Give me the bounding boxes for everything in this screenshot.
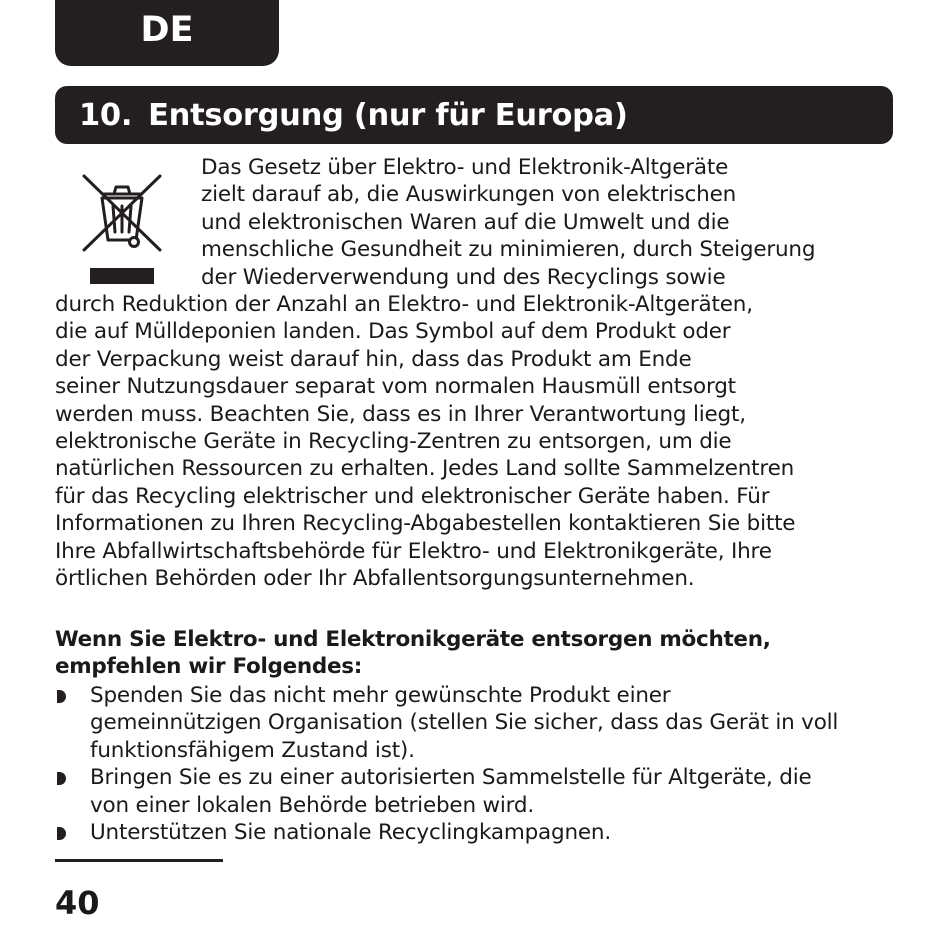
paragraph-line: der Wiederverwendung und des Recyclings sowie — [201, 264, 726, 290]
paragraph-line: werden muss. Beachten Sie, dass es in Ihrer Verantwortung liegt, — [55, 401, 746, 427]
disposal-paragraph — [55, 154, 895, 593]
paragraph-line: der Verpackung weist darauf hin, dass das Produkt am Ende — [55, 346, 692, 372]
paragraph-line: Das Gesetz über Elektro- und Elektronik-Altgeräte — [201, 155, 729, 180]
list-item — [55, 764, 895, 819]
recommendation-list — [55, 682, 895, 846]
list-item-line: gemeinnützigen Organisation (stellen Sie sicher, dass das Gerät in voll — [90, 710, 839, 736]
heading-line: empfehlen wir Folgendes: — [55, 654, 363, 680]
paragraph-line: seiner Nutzungsdauer separat vom normalen Hausmüll entsorgt — [55, 374, 736, 400]
language-label: DE — [140, 10, 194, 50]
bullet-icon — [57, 772, 66, 785]
page-number: 40 — [55, 884, 100, 922]
paragraph-line: örtlichen Behörden oder Ihr Abfallentsorgungsunternehmen. — [55, 566, 695, 592]
paragraph-line: zielt darauf ab, die Auswirkungen von elektrischen — [201, 182, 737, 208]
paragraph-line: die auf Mülldeponien landen. Das Symbol auf dem Produkt oder — [55, 319, 731, 345]
recommendations-heading — [55, 626, 895, 681]
paragraph-line: natürlichen Ressourcen zu erhalten. Jedes Land sollte Sammelzentren — [55, 456, 795, 482]
paragraph-line: Ihre Abfallwirtschaftsbehörde für Elektro- und Elektronikgeräte, Ihre — [55, 538, 772, 564]
footer-divider — [55, 859, 223, 862]
paragraph-line: durch Reduktion der Anzahl an Elektro- und Elektronik-Altgeräten, — [55, 292, 753, 318]
paragraph-line: Informationen zu Ihren Recycling-Abgabestellen kontaktieren Sie bitte — [55, 511, 796, 537]
paragraph-line: elektronische Geräte in Recycling-Zentren zu entsorgen, um die — [55, 429, 732, 455]
paragraph-line: und elektronischen Waren auf die Umwelt und die — [201, 209, 730, 235]
list-item-line: Unterstützen Sie nationale Recyclingkampagnen. — [90, 820, 611, 846]
language-tab — [55, 0, 279, 66]
bullet-icon — [57, 827, 66, 840]
heading-line: Wenn Sie Elektro- und Elektronikgeräte entsorgen möchten, — [55, 627, 771, 652]
section-number: 10. — [79, 97, 133, 133]
paragraph-line: menschliche Gesundheit zu minimieren, durch Steigerung — [201, 237, 816, 263]
list-item-line: Bringen Sie es zu einer autorisierten Sammelstelle für Altgeräte, die — [90, 765, 812, 791]
paragraph-line: für das Recycling elektrischer und elektronischer Geräte haben. Für — [55, 483, 770, 509]
section-header — [55, 86, 893, 144]
section-title: Entsorgung (nur für Europa) — [148, 97, 628, 133]
list-item-line: funktionsfähigem Zustand ist). — [90, 737, 415, 763]
list-item-line: Spenden Sie das nicht mehr gewünschte Produkt einer — [90, 683, 671, 708]
list-item — [55, 682, 895, 764]
list-item-line: von einer lokalen Behörde betrieben wird. — [90, 792, 535, 818]
bullet-icon — [57, 690, 66, 703]
list-item — [55, 819, 895, 846]
